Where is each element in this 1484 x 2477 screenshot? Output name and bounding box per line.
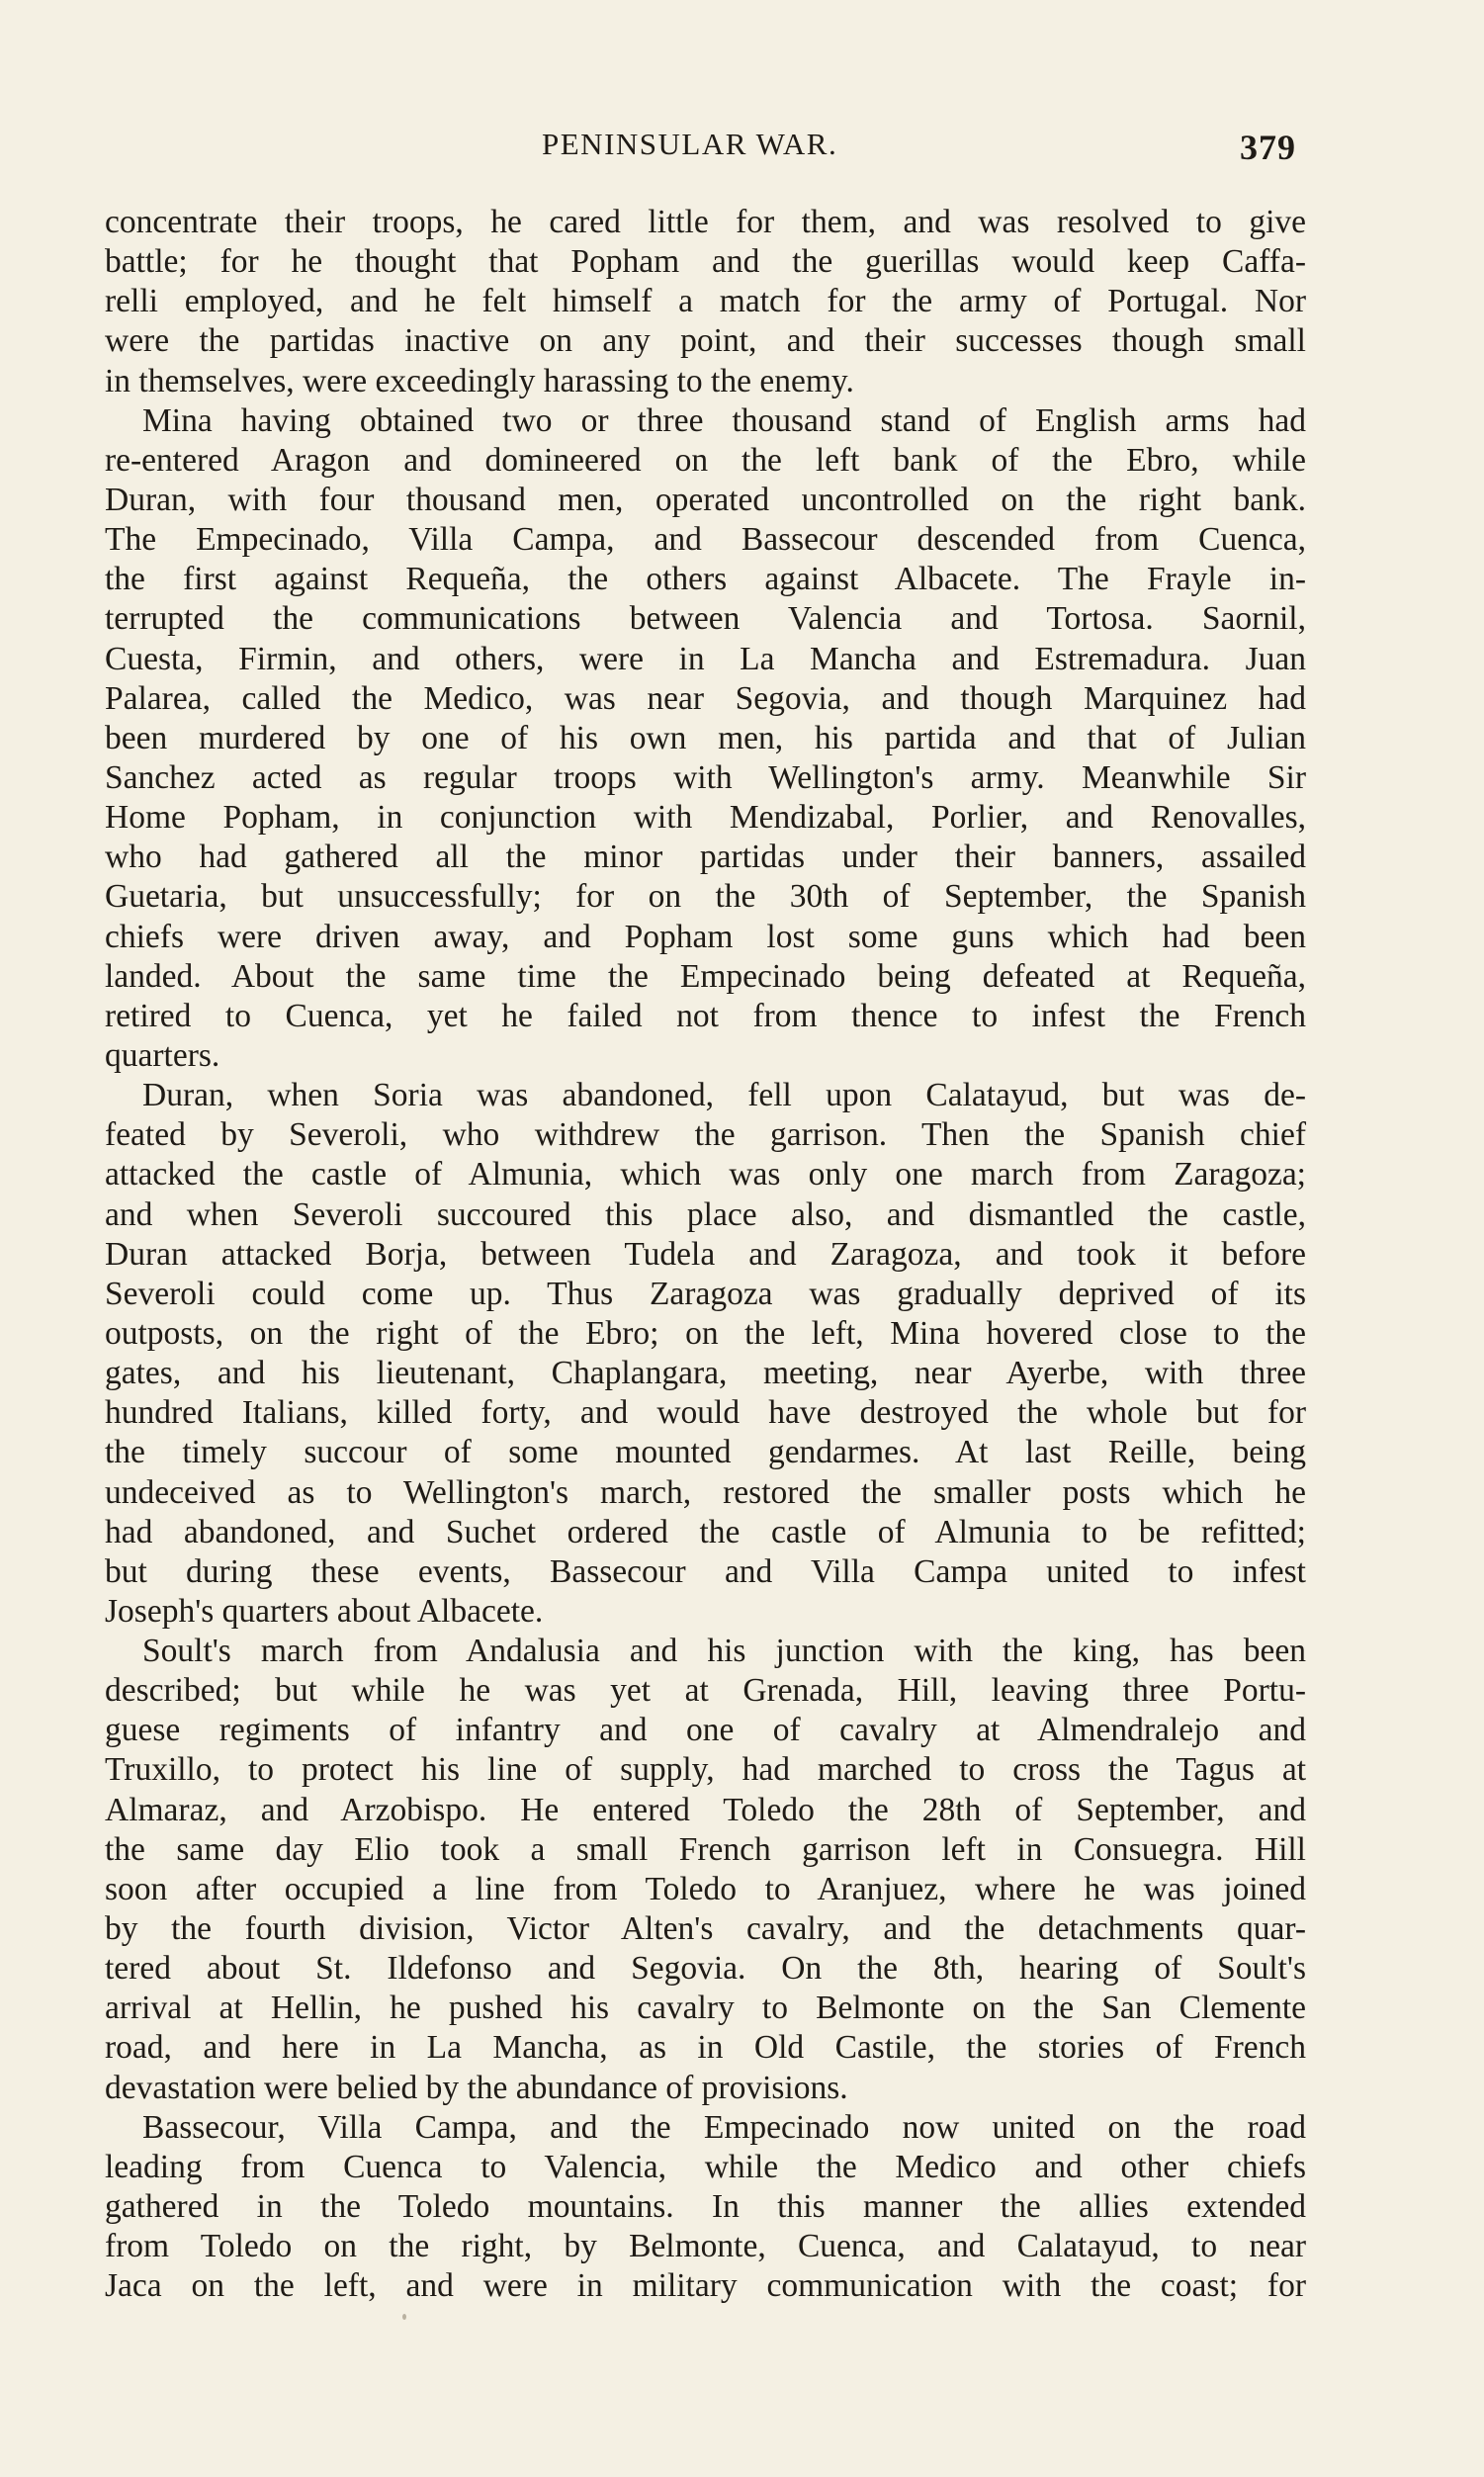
text-line: by the fourth division, Victor Alten's cavalry, and the detachments quar- bbox=[105, 1910, 1306, 1948]
text-line: Home Popham, in conjunction with Mendizabal, Porlier, and Renovalles, bbox=[105, 799, 1306, 837]
text-line: The Empecinado, Villa Campa, and Bassecour descended from Cuenca, bbox=[105, 521, 1306, 559]
text-line: chiefs were driven away, and Popham lost some guns which had been bbox=[105, 918, 1306, 955]
text-line: Cuesta, Firmin, and others, were in La Mancha and Estremadura. Juan bbox=[105, 640, 1306, 677]
text-line: Duran, with four thousand men, operated uncontrolled on the right bank. bbox=[105, 481, 1306, 518]
text-line: outposts, on the right of the Ebro; on the left, Mina hovered close to the bbox=[105, 1314, 1306, 1352]
text-line: re-entered Aragon and domineered on the left bank of the Ebro, while bbox=[105, 441, 1306, 479]
text-line: attacked the castle of Almunia, which was only one march from Zaragoza; bbox=[105, 1156, 1306, 1194]
text-line: Guetaria, but unsuccessfully; for on the 30th of September, the Spanish bbox=[105, 878, 1306, 916]
page-number: 379 bbox=[1240, 128, 1296, 167]
text-line: Mina having obtained two or three thousand stand of English arms had bbox=[142, 401, 1306, 439]
text-line: and when Severoli succoured this place also, and dismantled the castle, bbox=[105, 1195, 1306, 1233]
running-title: PENINSULAR WAR. bbox=[542, 127, 838, 161]
text-line: battle; for he thought that Popham and the guerillas would keep Caffa- bbox=[105, 243, 1306, 281]
text-line: quarters. bbox=[105, 1036, 220, 1074]
paper-speck bbox=[402, 2314, 406, 2320]
text-line: arrival at Hellin, he pushed his cavalry to Belmonte on the San Clemente bbox=[105, 1990, 1306, 2027]
text-line: Truxillo, to protect his line of supply, had marched to cross the Tagus at bbox=[105, 1751, 1306, 1789]
text-line: terrupted the communications between Valencia and Tortosa. Saornil, bbox=[105, 600, 1306, 638]
text-line: guese regiments of infantry and one of cavalry at Almendralejo and bbox=[105, 1712, 1306, 1749]
text-line: relli employed, and he felt himself a match for the army of Portugal. Nor bbox=[105, 283, 1306, 320]
text-line: from Toledo on the right, by Belmonte, Cuenca, and Calatayud, to near bbox=[105, 2228, 1306, 2265]
text-line: Duran, when Soria was abandoned, fell upon Calatayud, but was de- bbox=[142, 1077, 1306, 1114]
text-line: Bassecour, Villa Campa, and the Empecinado now united on the road bbox=[142, 2108, 1306, 2146]
text-line: who had gathered all the minor partidas under their banners, assailed bbox=[105, 839, 1306, 876]
text-line: been murdered by one of his own men, his partida and that of Julian bbox=[105, 719, 1306, 756]
text-line: described; but while he was yet at Grenada, Hill, leaving three Portu- bbox=[105, 1672, 1306, 1710]
text-line: feated by Severoli, who withdrew the garrison. Then the Spanish chief bbox=[105, 1116, 1306, 1154]
text-line: Soult's march from Andalusia and his junction with the king, has been bbox=[142, 1633, 1306, 1670]
text-line: the timely succour of some mounted gendarmes. At last Reille, being bbox=[105, 1434, 1306, 1471]
text-line: Severoli could come up. Thus Zaragoza was gradually deprived of its bbox=[105, 1275, 1306, 1312]
text-line: were the partidas inactive on any point, and their successes though small bbox=[105, 322, 1306, 360]
text-line: gathered in the Toledo mountains. In this manner the allies extended bbox=[105, 2188, 1306, 2226]
text-line: leading from Cuenca to Valencia, while the Medico and other chiefs bbox=[105, 2148, 1306, 2185]
text-line: soon after occupied a line from Toledo to Aranjuez, where he was joined bbox=[105, 1870, 1306, 1907]
text-line: devastation were belied by the abundance of provisions. bbox=[105, 2069, 848, 2106]
body-text bbox=[105, 203, 1306, 2306]
text-line: hundred Italians, killed forty, and would have destroyed the whole but for bbox=[105, 1394, 1306, 1432]
page-header bbox=[0, 127, 1484, 176]
text-line: had abandoned, and Suchet ordered the castle of Almunia to be refitted; bbox=[105, 1513, 1306, 1550]
text-line: the same day Elio took a small French garrison left in Consuegra. Hill bbox=[105, 1830, 1306, 1868]
text-line: retired to Cuenca, yet he failed not from thence to infest the French bbox=[105, 997, 1306, 1034]
text-line: undeceived as to Wellington's march, restored the smaller posts which he bbox=[105, 1473, 1306, 1511]
text-line: Sanchez acted as regular troops with Wellington's army. Meanwhile Sir bbox=[105, 758, 1306, 796]
text-line: Almaraz, and Arzobispo. He entered Toledo the 28th of September, and bbox=[105, 1791, 1306, 1828]
text-line: Palarea, called the Medico, was near Segovia, and though Marquinez had bbox=[105, 679, 1306, 717]
text-line: but during these events, Bassecour and Villa Campa united to infest bbox=[105, 1552, 1306, 1590]
text-line: road, and here in La Mancha, as in Old Castile, the stories of French bbox=[105, 2029, 1306, 2067]
text-line: concentrate their troops, he cared little for them, and was resolved to give bbox=[105, 204, 1306, 240]
text-line: the first against Requeña, the others against Albacete. The Frayle in- bbox=[105, 561, 1306, 598]
text-line: Duran attacked Borja, between Tudela and Zaragoza, and took it before bbox=[105, 1235, 1306, 1273]
text-line: landed. About the same time the Empecinado being defeated at Requeña, bbox=[105, 957, 1306, 995]
text-line: gates, and his lieutenant, Chaplangara, meeting, near Ayerbe, with three bbox=[105, 1355, 1306, 1392]
text-line: in themselves, were exceedingly harassing to the enemy. bbox=[105, 362, 854, 399]
text-line: Joseph's quarters about Albacete. bbox=[105, 1592, 544, 1630]
text-line: tered about St. Ildefonso and Segovia. On the 8th, hearing of Soult's bbox=[105, 1950, 1306, 1988]
text-line: Jaca on the left, and were in military communication with the coast; for bbox=[105, 2267, 1306, 2305]
